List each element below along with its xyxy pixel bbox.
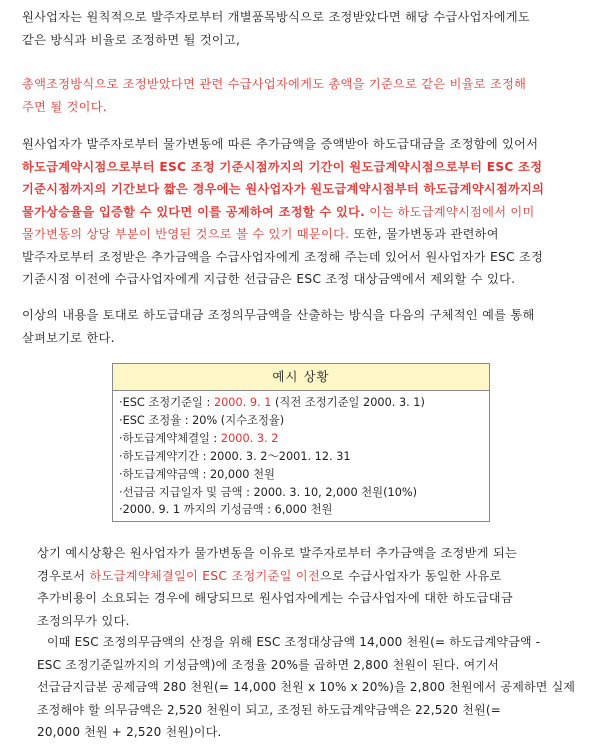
plain-text: 또한, 물가변동과 관련하여 xyxy=(349,227,499,241)
example-row: ·ESC 조정율 : 20% (지수조정율) xyxy=(119,413,285,427)
paragraph-calculation xyxy=(37,631,597,744)
example-row: ·선급금 지급일자 및 금액 : 2000. 3. 10, 2,000 천원(10%) xyxy=(119,485,418,499)
text-line: 추가비용이 소요되는 경우에 해당되므로 원사업자에게는 수급사업자에 대한 하도급대금 xyxy=(37,591,513,605)
text-line: 조정해야 할 의무금액은 2,520 천원이 되고, 조정된 하도급계약금액은 22,520 천원(= xyxy=(37,702,502,717)
example-row: ·2000. 9. 1 까지의 기성금액 : 6,000 천원 xyxy=(119,503,333,517)
highlight-text: 2000. 9. 1 xyxy=(213,396,272,409)
text-line: 조정의무가 있다. xyxy=(37,613,130,628)
text-line: 주면 될 것이다. xyxy=(22,99,107,114)
example-box-title: 예시 상황 xyxy=(113,364,489,391)
paragraph-example-analysis xyxy=(37,542,597,632)
example-row: ·하도급계약기간 : 2000. 3. 2～2001. 12. 31 xyxy=(119,449,351,463)
example-row xyxy=(119,394,489,412)
example-box xyxy=(112,363,490,522)
text-line: 이상의 내용을 토대로 하도급대금 조정의무금액을 산출하는 방식을 다음의 구체적인 예를 통해 xyxy=(22,308,535,322)
text-line: ESC 조정기준일까지의 기성금액)에 조정율 20%를 곱하면 2,800 천원이 된다. 여기서 xyxy=(37,657,500,672)
text-line: 20,000 천원 + 2,520 천원)이다. xyxy=(37,725,222,739)
example-box-body xyxy=(113,391,489,521)
highlight-text: 하도급계약체결일이 ESC 조정기준일 이전 xyxy=(89,568,321,583)
paragraph-adjustment-method xyxy=(22,6,582,51)
text-line: 살펴보기로 한다. xyxy=(22,330,115,345)
text-line: 기준시점까지의 기간보다 짧은 경우에는 원사업자가 원도급계약시점부터 하도급계약시점까지의 xyxy=(22,182,545,196)
text-line: 상기 예시상황은 원사업자가 물가변동을 이유로 발주자로부터 추가금액을 조정받게 되는 xyxy=(37,546,518,560)
text-line: 같은 방식과 비율로 조정하면 될 것이고, xyxy=(22,32,241,47)
highlight-text: 이는 하도급계약시점에서 이미 xyxy=(365,204,535,219)
highlight-text: 물가변동의 상당 부분이 반영된 것으로 볼 수 있기 때문이다. xyxy=(22,227,350,241)
row-label: ·하도급계약체결일 : xyxy=(119,431,221,445)
text-line xyxy=(37,565,597,588)
plain-text: 경우로서 xyxy=(37,568,90,583)
example-row xyxy=(119,430,489,448)
text-line: 발주자로부터 조정받은 추가금액을 수급사업자에게 조정해 주는데 있어서 원사업자가 ESC 조정 xyxy=(22,249,544,264)
text-line: 기준시점 이전에 수급사업자에게 지급한 선급금은 ESC 조정 대상금액에서 제외할 수 있다. xyxy=(22,272,516,286)
text-line: 선급금지급분 공제금액 280 천원(= 14,000 천원 x 10% x 20%)을 2,800 천원에서 공제하면 실제 xyxy=(37,680,576,694)
plain-text: 으로 수급사업자가 동일한 사유로 xyxy=(320,568,502,583)
text-line: 원사업자가 발주자로부터 물가변동에 따른 추가금액을 증액받아 하도급대금을 조정함에 있어서 xyxy=(22,137,539,151)
text-line: 원사업자는 원칙적으로 발주자로부터 개별품목방식으로 조정받았다면 해당 수급사업자에게도 xyxy=(22,10,530,24)
text-line: 하도급계약시점으로부터 ESC 조정 기준시점까지의 기간이 원도급계약시점으로부터 ESC 조정 xyxy=(22,159,543,174)
highlight-text: 물가상승율을 입증할 수 있다면 이를 공제하여 조정할 수 있다. xyxy=(22,204,366,219)
row-text: (직전 조정기준일 2000. 3. 1) xyxy=(271,396,425,409)
text-line xyxy=(22,201,582,224)
text-line xyxy=(22,223,582,246)
text-line: 총액조정방식으로 조정받았다면 관련 수급사업자에게도 총액을 기준으로 같은 비율로 조정해 xyxy=(22,77,527,91)
paragraph-total-adjustment xyxy=(22,73,582,118)
paragraph-price-change xyxy=(22,133,582,291)
paragraph-intro-example xyxy=(22,304,582,349)
example-row: ·하도급계약금액 : 20,000 천원 xyxy=(119,467,275,481)
text-line: 이때 ESC 조정의무금액의 산정을 위해 ESC 조정대상금액 14,000 천원(= 하도급계약금액 - xyxy=(47,635,541,649)
row-label: ·ESC 조정기준일 : xyxy=(119,396,214,409)
highlight-text: 2000. 3. 2 xyxy=(220,431,279,445)
